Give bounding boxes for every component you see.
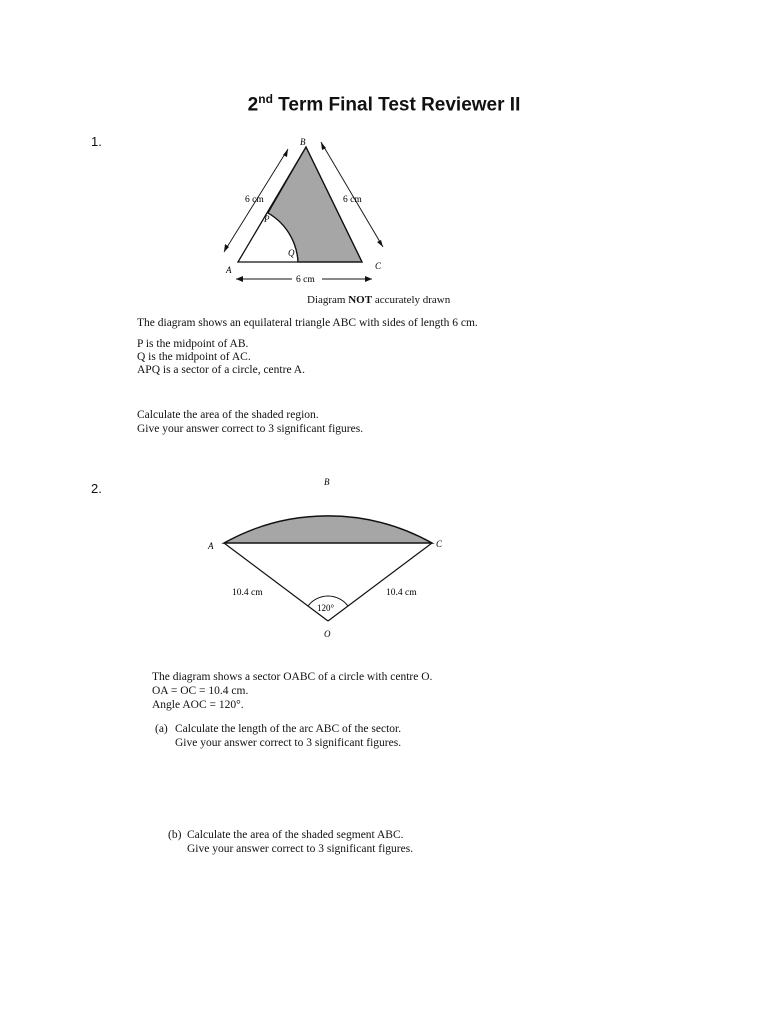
title-superscript: nd	[258, 92, 273, 106]
shaded-segment-abc	[224, 516, 432, 543]
question-1-text-line: The diagram shows an equilateral triangle ABC with sides of length 6 cm.	[137, 317, 478, 329]
question-1-text-line: Calculate the area of the shaded region.	[137, 409, 319, 421]
question-2-part-a-label: (a)	[155, 723, 168, 735]
question-1-text-line: Q is the midpoint of AC.	[137, 351, 251, 363]
question-2-text-line: The diagram shows a sector OABC of a circle with centre O.	[152, 671, 433, 683]
label-side-bc: 6 cm	[343, 195, 362, 205]
note-bold: NOT	[348, 294, 373, 306]
question-2-part-a-line: Give your answer correct to 3 significant figures.	[175, 737, 402, 749]
label-radius-oa: 10.4 cm	[232, 588, 263, 598]
question-2-part-b-label: (b)	[168, 829, 182, 841]
question-2-text-line: OA = OC = 10.4 cm.	[152, 685, 249, 697]
label-q: Q	[288, 248, 295, 258]
label-radius-oc: 10.4 cm	[386, 588, 417, 598]
label-a: A	[208, 541, 214, 551]
question-2-text-line: Angle AOC = 120°.	[152, 699, 244, 711]
radius-oa	[224, 543, 328, 621]
label-b: B	[324, 477, 330, 487]
question-2-part-b-line: Calculate the area of the shaded segment ABC.	[187, 829, 404, 841]
label-c: C	[375, 261, 382, 271]
question-2-part-a-line: Calculate the length of the arc ABC of the sector.	[175, 723, 402, 735]
question-2-number: 2.	[91, 481, 102, 496]
label-p: P	[264, 214, 270, 224]
label-angle: 120°	[317, 603, 335, 613]
question-1-text-line: Give your answer correct to 3 significant figures.	[137, 423, 364, 435]
label-base-ac: 6 cm	[296, 275, 315, 285]
radius-oc	[328, 543, 432, 621]
label-a: A	[226, 265, 232, 275]
note-prefix: Diagram	[307, 294, 349, 306]
title-number: 2	[247, 94, 259, 116]
label-c: C	[436, 539, 443, 549]
title-text: Term Final Test Reviewer II	[272, 94, 521, 116]
label-o: O	[324, 629, 331, 639]
question-1-number: 1.	[91, 134, 102, 149]
label-b: B	[300, 137, 306, 147]
note-suffix: accurately drawn	[372, 294, 451, 306]
label-side-ab: 6 cm	[245, 195, 264, 205]
question-1-text-line: APQ is a sector of a circle, centre A.	[137, 364, 305, 376]
question-1-text-line: P is the midpoint of AB.	[137, 338, 249, 350]
question-2-part-b-line: Give your answer correct to 3 significant figures.	[187, 843, 414, 855]
